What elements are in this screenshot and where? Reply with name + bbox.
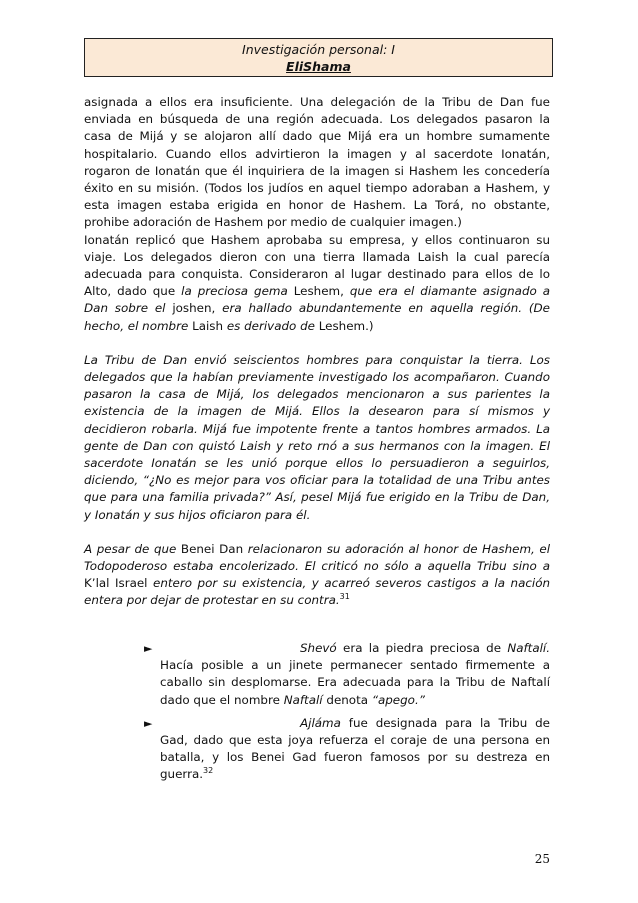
- text-run: fue designada para la Tribu de Gad, dado que esta joya refuerza el coraje de una persona en batalla, y los Benei Gad fueron famosos por su destreza en guerra.: [160, 715, 550, 782]
- footnote-ref-31[interactable]: 31: [339, 592, 350, 602]
- body-text: [84, 94, 550, 610]
- italic-run: era hallado abundantemente en aquella región. (De hecho, el nombre: [84, 301, 550, 333]
- paragraph-1a: asignada a ellos era insuficiente. Una delegación de la Tribu de Dan fue enviada en búsqueda de una región adecuada. Los delegados pasaron la casa de Mijá y se alojaron allí dado que Mijá era un hombre sumamente hospitalario. Cuando ellos advirtieron la imagen y al sacerdote Ionatán, rogaron de Ionatán que él inquiriera de la imagen si Hashem les concedería éxito en su misión. (Todos los judíos en aquel tiempo adoraban a Hashem, y esta imagen estaba erigida en honor de Hashem. La Torá, no obstante, prohibe adoración de Hashem por medio de cualquier imagen.): [84, 95, 550, 230]
- italic-run: Naftalí: [283, 692, 323, 707]
- triangle-bullet-icon: ►: [144, 642, 153, 655]
- bullet-list: [144, 640, 551, 790]
- italic-run: La Tribu de Dan envió seiscientos hombres para conquistar la tierra. Los delegados que la habían previamente investigado los acompañaron. Cuando pasaron la casa de Mijá, los delegados mencionaron a sus parientes la existencia de la imagen de Mijá. Ellos la desearon para sí mismos y decidieron robarla. Mijá fue impotente frente a tantos hombres armados. La gente de Dan con quistó Laish y reto rnó a sus hermanos con la imagen. El sacerdote Ionatán se les unió porque ellos lo persuadieron a seguirlos, diciendo, “¿No es mejor para vos oficiar para la totalidad de una Tribu antes que para una familia privada?” Así, pesel Mijá fue erigido en la Tribu de Dan, y Ionatán y sus hijos oficiaron para él.: [84, 352, 550, 522]
- text-run: Laish: [192, 318, 224, 333]
- text-run: era la piedra preciosa de: [343, 641, 502, 655]
- footnote-ref-32[interactable]: 32: [203, 766, 214, 776]
- text-run: Ionatán replicó que Hashem aprobaba su empresa, y ellos continuaron su viaje. Los delegados dieron con una tierra llamada Laish la cual parecía adecuada para conquista. Consideraron al lugar destinado para ellos de lo Alto, dado que: [84, 232, 550, 299]
- italic-run: Ajláma: [300, 715, 341, 730]
- italic-run: entero por su existencia, y acarreó severos castigos a la nación entera por dejar de protestar en su contra.: [84, 576, 551, 608]
- text-run: K’lal Israel: [84, 576, 148, 591]
- italic-run: es derivado de: [226, 318, 315, 333]
- italic-run: Shevó: [300, 641, 337, 655]
- text-run: Benei Dan: [180, 541, 244, 556]
- page-number: 25: [534, 852, 550, 866]
- triangle-bullet-icon: ►: [144, 716, 153, 730]
- text-run: joshen,: [172, 301, 216, 316]
- paragraph-2: [84, 352, 550, 524]
- paragraph-1b: [84, 232, 550, 335]
- list-item: [144, 640, 551, 709]
- italic-run: Naftalí.: [507, 641, 551, 655]
- italic-run: A pesar de que: [84, 541, 177, 556]
- header-author: EliShama: [286, 59, 351, 74]
- text-run: Leshem,: [293, 284, 344, 299]
- italic-run: relacionaron su adoración al honor de Hashem, el Todopoderoso estaba encolerizado. El criticó no sólo a aquella Tribu sino a: [84, 541, 551, 574]
- paragraph-3: [84, 541, 550, 610]
- italic-run: la preciosa gema: [181, 284, 288, 299]
- text-run: denota: [326, 692, 369, 707]
- running-header: [84, 38, 553, 77]
- italic-run: “apego.”: [371, 692, 425, 707]
- text-run: Leshem.): [318, 318, 374, 333]
- header-title: Investigación personal: I: [242, 42, 395, 57]
- italic-run: que era el diamante asignado a Dan sobre el: [84, 284, 551, 316]
- text-run: Hacía posible a un jinete permanecer sentado firmemente a caballo sin desplomarse. Era adecuada para la Tribu de Naftalí dado que el nombre: [160, 658, 550, 707]
- list-item: [144, 715, 550, 784]
